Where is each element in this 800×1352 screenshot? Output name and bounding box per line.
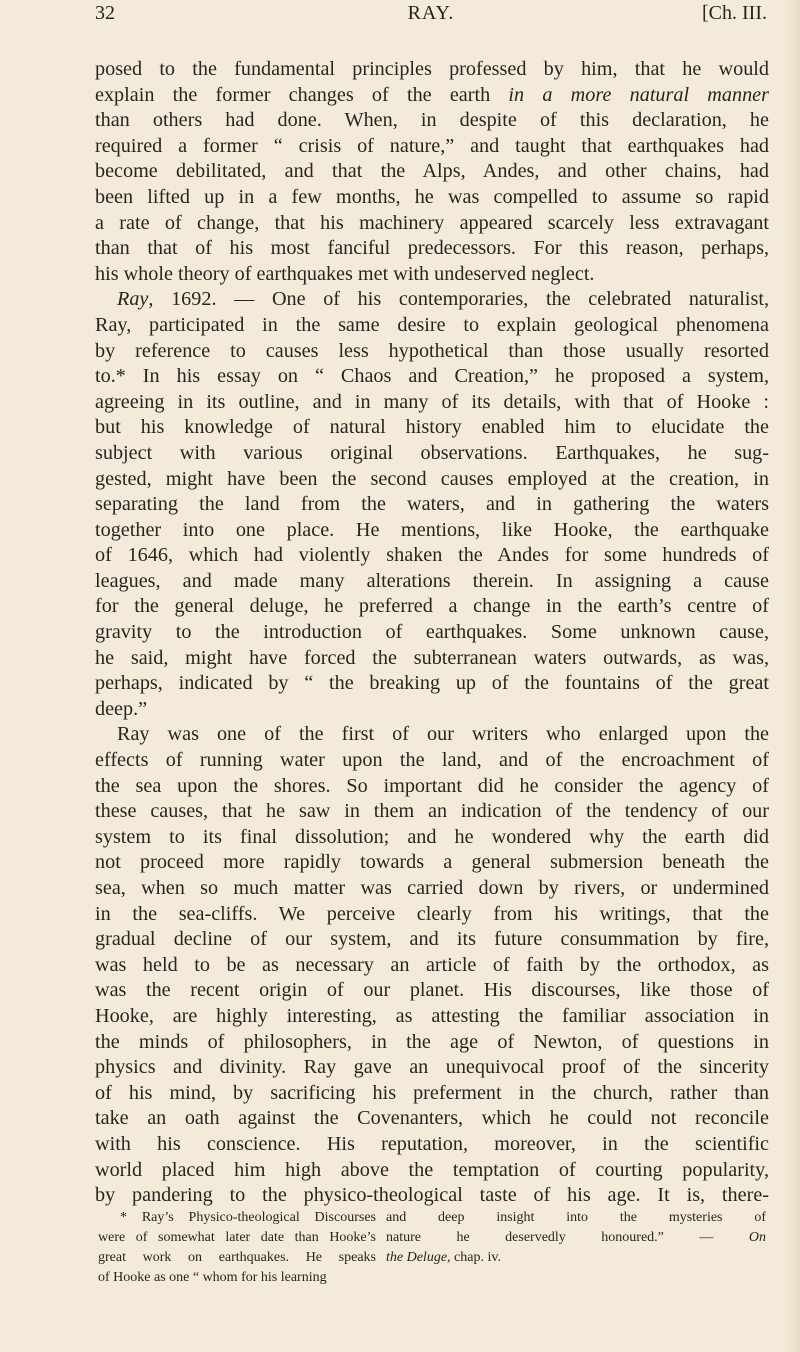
text-line bbox=[95, 722, 769, 748]
text-line bbox=[95, 1183, 769, 1209]
text-segment: was the recent origin of our planet. His discourses, like those of bbox=[95, 979, 769, 1002]
text-segment: in the sea-cliffs. We perceive clearly from his writings, that the bbox=[95, 902, 769, 925]
text-segment: by reference to causes less hypothetical than those usually resorted bbox=[95, 339, 769, 362]
text-line bbox=[386, 1248, 766, 1268]
text-line bbox=[95, 978, 769, 1004]
text-segment: great work on earthquakes. He speaks bbox=[98, 1250, 376, 1265]
text-line bbox=[95, 390, 769, 416]
text-segment: gested, might have been the second causes employed at the creation, in bbox=[95, 467, 769, 490]
text-segment: the sea upon the shores. So important did he consider the agency of bbox=[95, 774, 769, 797]
text-line bbox=[98, 1208, 376, 1228]
chapter-label: [Ch. III. bbox=[702, 2, 767, 24]
text-line bbox=[95, 159, 769, 185]
text-line bbox=[95, 211, 769, 237]
text-segment: he said, might have forced the subterranean waters outwards, as was, bbox=[95, 646, 769, 669]
text-line bbox=[95, 774, 769, 800]
text-line bbox=[95, 799, 769, 825]
text-segment: with his conscience. His reputation, moreover, in the scientific bbox=[95, 1132, 769, 1155]
text-line bbox=[95, 953, 769, 979]
text-segment: Ray, participated in the same desire to explain geological phenomena bbox=[95, 313, 769, 336]
text-segment: of Hooke as one “ whom for his learning bbox=[98, 1270, 327, 1285]
text-line bbox=[95, 108, 769, 134]
text-segment: required a former “ crisis of nature,” and taught that earthquakes had bbox=[95, 134, 769, 157]
footnote-left-column bbox=[98, 1208, 376, 1288]
text-segment: sea, when so much matter was carried down by rivers, or undermined bbox=[95, 877, 769, 899]
text-segment: , chap. iv. bbox=[447, 1250, 501, 1265]
text-segment: separating the land from the waters, and in gathering the waters bbox=[95, 493, 769, 516]
text-segment: agreeing in its outline, and in many of its details, with that of Hooke : bbox=[95, 390, 769, 413]
text-segment: physics and divinity. Ray gave an unequivocal proof of the sincerity bbox=[95, 1056, 769, 1079]
running-title: RAY. bbox=[407, 2, 455, 24]
text-line bbox=[95, 927, 769, 953]
text-line bbox=[95, 646, 769, 672]
text-segment: by pandering to the physico-theological taste of his age. It is, there- bbox=[95, 1184, 769, 1207]
text-segment: subject with various original observations. Earthquakes, he sug- bbox=[95, 441, 769, 464]
text-segment: gradual decline of our system, and its future consummation by fire, bbox=[95, 928, 769, 951]
text-line bbox=[95, 569, 769, 595]
text-segment: explain the former changes of the earth bbox=[95, 83, 509, 106]
text-segment: , 1692. — One of his contemporaries, the celebrated naturalist, bbox=[148, 288, 769, 311]
text-segment: perhaps, indicated by “ the breaking up of the fountains of the great bbox=[95, 672, 769, 695]
text-line bbox=[386, 1208, 766, 1228]
text-line bbox=[95, 492, 769, 518]
text-line bbox=[98, 1228, 376, 1248]
italic-text: On bbox=[748, 1230, 766, 1245]
text-line bbox=[95, 415, 769, 441]
text-line bbox=[95, 134, 769, 160]
text-segment: to.* In his essay on “ Chaos and Creation,” he proposed a system, bbox=[95, 365, 769, 388]
text-line bbox=[95, 1106, 769, 1132]
text-line bbox=[95, 825, 769, 851]
text-segment: been lifted up in a few months, he was compelled to assume so rapid bbox=[95, 185, 769, 208]
text-line bbox=[95, 364, 769, 390]
text-line bbox=[95, 697, 769, 723]
text-segment: not proceed more rapidly towards a general submersion beneath the bbox=[95, 851, 769, 874]
text-line bbox=[98, 1248, 376, 1268]
text-line bbox=[98, 1268, 376, 1288]
text-line bbox=[95, 1132, 769, 1158]
text-segment: but his knowledge of natural history enabled him to elucidate the bbox=[95, 416, 769, 439]
text-segment: the minds of philosophers, in the age of Newton, of questions in bbox=[95, 1030, 769, 1053]
text-line bbox=[95, 441, 769, 467]
text-line bbox=[95, 57, 769, 83]
text-segment: posed to the fundamental principles professed by him, that he would bbox=[95, 58, 769, 80]
text-segment: and deep insight into the mysteries of bbox=[386, 1210, 766, 1225]
text-segment: were of somewhat later date than Hooke’s bbox=[98, 1230, 376, 1245]
text-line bbox=[95, 313, 769, 339]
italic-text: in a more natural manner bbox=[508, 83, 769, 106]
text-line bbox=[95, 83, 769, 109]
page-number: 32 bbox=[95, 2, 115, 24]
italic-text: Ray bbox=[117, 288, 149, 311]
text-segment: a rate of change, that his machinery appeared scarcely less extravagant bbox=[95, 211, 769, 234]
running-header bbox=[95, 2, 767, 28]
text-segment: * Ray’s Physico-theological Discourses bbox=[120, 1210, 376, 1225]
text-line bbox=[95, 1158, 769, 1184]
text-line bbox=[95, 467, 769, 493]
text-segment: for the general deluge, he preferred a change in the earth’s centre of bbox=[95, 595, 769, 618]
body-text bbox=[95, 57, 769, 1209]
text-line bbox=[95, 902, 769, 928]
text-segment: gravity to the introduction of earthquakes. Some unknown cause, bbox=[95, 621, 769, 644]
text-line bbox=[95, 543, 769, 569]
text-line bbox=[95, 1004, 769, 1030]
text-line bbox=[95, 876, 769, 902]
text-segment: of his mind, by sacrificing his preferment in the church, rather than bbox=[95, 1081, 769, 1104]
text-line bbox=[95, 1081, 769, 1107]
text-line bbox=[95, 850, 769, 876]
text-line bbox=[95, 339, 769, 365]
text-segment: Hooke, are highly interesting, as attesting the familiar association in bbox=[95, 1004, 769, 1027]
text-segment: leagues, and made many alterations therein. In assigning a cause bbox=[95, 569, 769, 592]
text-segment: than others had done. When, in despite of this declaration, he bbox=[95, 109, 769, 132]
text-line bbox=[95, 620, 769, 646]
text-segment: Ray was one of the first of our writers who enlarged upon the bbox=[117, 723, 769, 746]
text-segment: world placed him high above the temptation of courting popularity, bbox=[95, 1158, 769, 1181]
text-line bbox=[95, 671, 769, 697]
text-line bbox=[95, 594, 769, 620]
text-segment: of 1646, which had violently shaken the Andes for some hundreds of bbox=[95, 544, 769, 567]
text-segment: than that of his most fanciful predecessors. For this reason, perhaps, bbox=[95, 237, 769, 260]
text-line bbox=[95, 236, 769, 262]
text-line bbox=[95, 1030, 769, 1056]
text-line bbox=[95, 518, 769, 544]
text-line bbox=[386, 1228, 766, 1248]
text-line bbox=[95, 748, 769, 774]
text-segment: effects of running water upon the land, and of the encroachment of bbox=[95, 749, 769, 772]
text-line bbox=[95, 287, 769, 313]
text-segment: together into one place. He mentions, like Hooke, the earthquake bbox=[95, 518, 769, 541]
text-segment: take an oath against the Covenanters, which he could not reconcile bbox=[95, 1107, 769, 1130]
text-segment: nature he deservedly honoured.” — bbox=[386, 1230, 749, 1245]
footnote-right-column bbox=[386, 1208, 766, 1268]
text-line bbox=[95, 1055, 769, 1081]
text-line bbox=[95, 185, 769, 211]
text-segment: these causes, that he saw in them an indication of the tendency of our bbox=[95, 800, 769, 823]
page-edge-shadow bbox=[786, 0, 800, 1352]
text-segment: his whole theory of earthquakes met with undeserved neglect. bbox=[95, 262, 595, 285]
text-line bbox=[95, 262, 769, 288]
text-segment: deep.” bbox=[95, 697, 148, 720]
text-segment: was held to be as necessary an article of faith by the orthodox, as bbox=[95, 953, 769, 976]
text-segment: system to its final dissolution; and he wondered why the earth did bbox=[95, 825, 769, 848]
italic-text: the Deluge bbox=[386, 1250, 448, 1265]
text-segment: become debilitated, and that the Alps, Andes, and other chains, had bbox=[95, 160, 769, 183]
